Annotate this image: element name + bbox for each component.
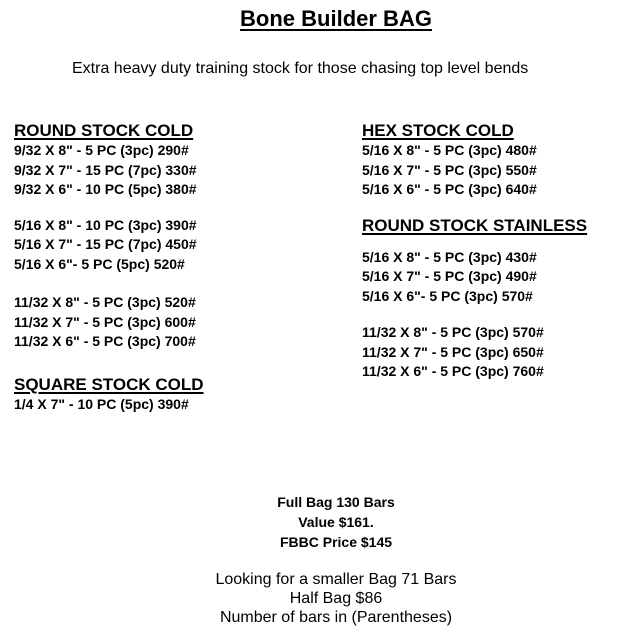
stock-item: 11/32 X 6" - 5 PC (3pc) 700# (14, 333, 196, 349)
section-heading-hex-stock-cold: HEX STOCK COLD (362, 121, 514, 140)
stock-item: 5/16 X 6"- 5 PC (3pc) 570# (362, 287, 533, 304)
stock-item: 5/16 X 7" - 5 PC (3pc) 490# (362, 268, 537, 284)
section-heading-round-stock-stainless: ROUND STOCK STAINLESS (362, 215, 588, 235)
stock-item: 11/32 X 8" - 5 PC (3pc) 570# (362, 324, 544, 340)
parentheses-note: Number of bars in (Parentheses) (219, 609, 453, 626)
section-heading-round-stock-cold: ROUND STOCK COLD (14, 121, 194, 140)
pricing-block (0, 492, 632, 552)
stock-item: 5/16 X 8" - 10 PC (3pc) 390# (14, 216, 197, 233)
value-text: Value $161. (298, 514, 374, 530)
stock-item: 9/32 X 6" - 10 PC (5pc) 380# (14, 181, 197, 197)
stock-item: 5/16 X 7" - 5 PC (3pc) 550# (362, 161, 537, 178)
stock-item: 9/32 X 7" - 15 PC (7pc) 330# (14, 161, 197, 178)
stock-item: 5/16 X 6" - 5 PC (3pc) 640# (362, 181, 537, 197)
page-subtitle: Extra heavy duty training stock for those chasing top level bends (72, 60, 529, 77)
stock-item: 9/32 X 8" - 5 PC (3pc) 290# (14, 142, 189, 158)
stock-item: 11/32 X 7" - 5 PC (3pc) 600# (14, 313, 196, 330)
stock-item: 5/16 X 6"- 5 PC (5pc) 520# (14, 255, 185, 272)
stock-item: 11/32 X 6" - 5 PC (3pc) 760# (362, 363, 544, 379)
fbbc-price-text: FBBC Price $145 (279, 534, 393, 550)
left-column (14, 121, 204, 414)
footer-block (0, 570, 632, 627)
section-heading-square-stock-cold: SQUARE STOCK COLD (14, 374, 204, 394)
page-title: Bone Builder BAG (240, 6, 432, 31)
stock-item: 11/32 X 8" - 5 PC (3pc) 520# (14, 294, 196, 310)
half-bag-text: Half Bag $86 (289, 590, 383, 607)
stock-item: 11/32 X 7" - 5 PC (3pc) 650# (362, 343, 544, 360)
smaller-bag-text: Looking for a smaller Bag 71 Bars (215, 571, 457, 588)
stock-item: 1/4 X 7" - 10 PC (5pc) 390# (14, 395, 189, 412)
stock-item: 5/16 X 8" - 5 PC (3pc) 480# (362, 142, 537, 158)
stock-item: 5/16 X 7" - 15 PC (7pc) 450# (14, 236, 197, 252)
full-bag-text: Full Bag 130 Bars (277, 494, 395, 510)
stock-item: 5/16 X 8" - 5 PC (3pc) 430# (362, 248, 537, 265)
right-column (362, 121, 587, 382)
